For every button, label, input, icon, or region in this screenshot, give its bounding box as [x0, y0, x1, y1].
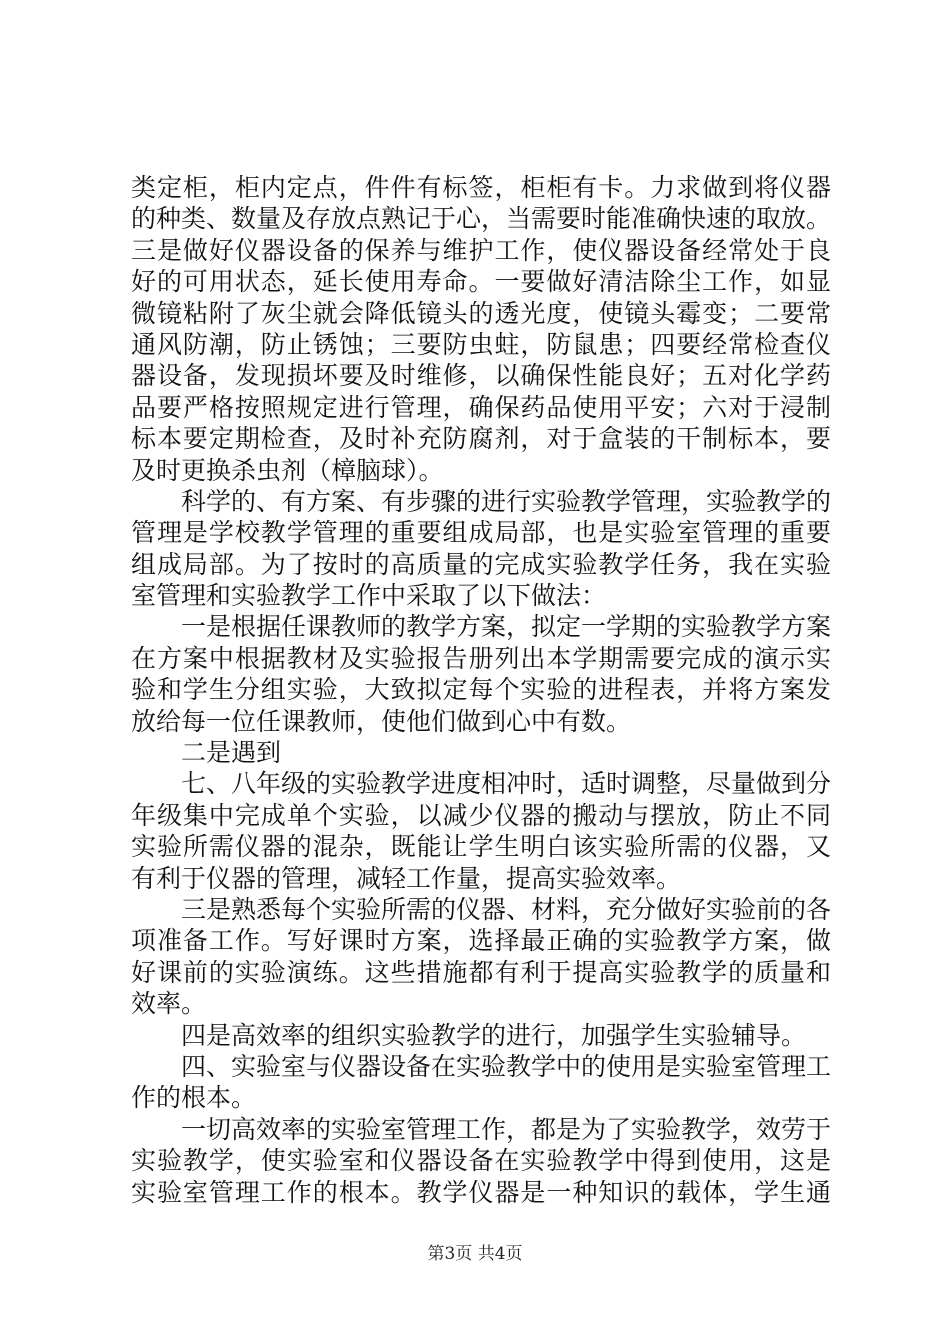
text-line: 实验教学，使实验室和仪器设备在实验教学中得到使用，这是	[131, 1146, 831, 1176]
text-line: 有利于仪器的管理，减轻工作量，提高实验效率。	[131, 863, 682, 893]
page-footer: 第3页 共4页	[427, 1244, 523, 1264]
text-line: 实验所需仪器的混杂，既能让学生明白该实验所需的仪器，又	[131, 832, 831, 862]
text-line: 验和学生分组实验，大致拟定每个实验的进程表，并将方案发	[131, 675, 831, 705]
text-line: 通风防潮，防止锈蚀；三要防虫蛀，防鼠患；四要经常检查仪	[131, 329, 831, 359]
text-line: 室管理和实验教学工作中采取了以下做法：	[131, 581, 607, 611]
text-line: 器设备，发现损坏要及时维修，以确保性能良好；五对化学药	[131, 361, 831, 391]
text-line: 四是高效率的组织实验教学的进行，加强学生实验辅导。	[181, 1020, 807, 1050]
text-line: 好的可用状态，延长使用寿命。一要做好清洁除尘工作，如显	[131, 267, 831, 297]
text-line: 的种类、数量及存放点熟记于心，当需要时能准确快速的取放。	[131, 204, 832, 234]
text-line: 标本要定期检查，及时补充防腐剂，对于盒装的干制标本，要	[131, 424, 831, 454]
text-line: 在方案中根据教材及实验报告册列出本学期需要完成的演示实	[131, 643, 831, 673]
text-line: 科学的、有方案、有步骤的进行实验教学管理，实验教学的	[181, 486, 832, 516]
text-line: 项准备工作。写好课时方案，选择最正确的实验教学方案，做	[131, 926, 831, 956]
text-line: 管理是学校教学管理的重要组成局部，也是实验室管理的重要	[131, 518, 831, 548]
text-line: 放给每一位任课教师，使他们做到心中有数。	[131, 706, 632, 736]
text-line: 好课前的实验演练。这些措施都有利于提高实验教学的质量和	[131, 957, 831, 987]
text-line: 七、八年级的实验教学进度相冲时，适时调整，尽量做到分	[181, 769, 832, 799]
text-line: 三是做好仪器设备的保养与维护工作，使仪器设备经常处于良	[131, 235, 831, 265]
text-line: 品要严格按照规定进行管理，确保药品使用平安；六对于浸制	[131, 392, 831, 422]
document-body	[131, 172, 831, 1208]
text-line: 一切高效率的实验室管理工作，都是为了实验教学，效劳于	[181, 1114, 832, 1144]
text-line: 微镜粘附了灰尘就会降低镜头的透光度，使镜头霉变；二要常	[131, 298, 831, 328]
text-line: 三是熟悉每个实验所需的仪器、材料，充分做好实验前的各	[181, 894, 832, 924]
text-line: 组成局部。为了按时的高质量的完成实验教学任务，我在实验	[131, 549, 831, 579]
text-line: 效率。	[131, 989, 207, 1019]
text-line: 实验室管理工作的根本。教学仪器是一种知识的载体，学生通	[131, 1177, 831, 1207]
text-line: 作的根本。	[131, 1083, 257, 1113]
text-line: 二是遇到	[181, 738, 282, 768]
text-line: 一是根据任课教师的教学方案，拟定一学期的实验教学方案	[181, 612, 832, 642]
text-line: 及时更换杀虫剂（樟脑球）。	[131, 455, 444, 485]
text-line: 四、实验室与仪器设备在实验教学中的使用是实验室管理工	[181, 1051, 832, 1081]
text-line: 类定柜，柜内定点，件件有标签，柜柜有卡。力求做到将仪器	[131, 173, 831, 202]
text-line: 年级集中完成单个实验，以减少仪器的搬动与摆放，防止不同	[131, 800, 831, 830]
